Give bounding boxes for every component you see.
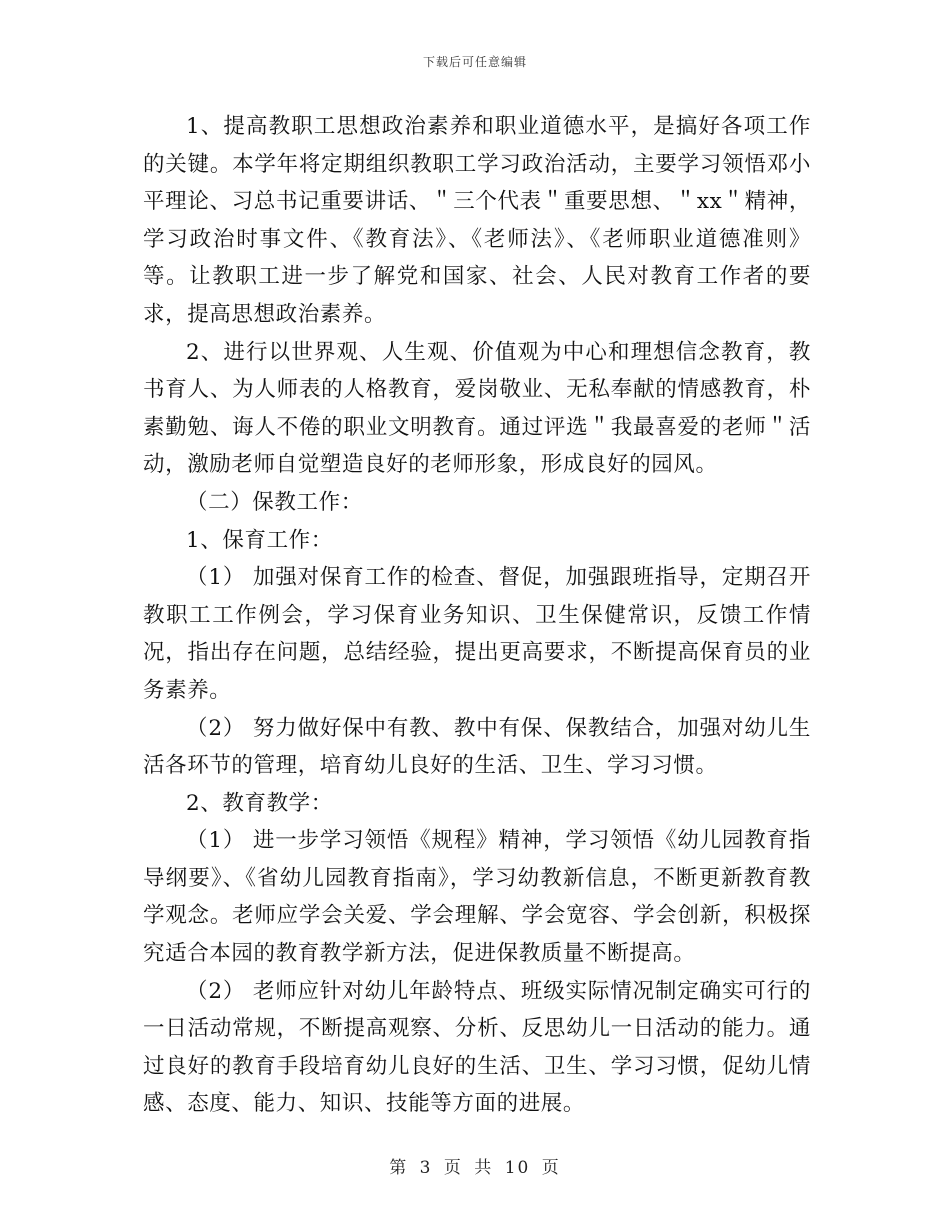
subsection-heading-baoyu: 1、保育工作： bbox=[186, 527, 333, 553]
paragraph-jiaoyu-2: （2） 老师应针对幼儿年龄特点、班级实际情况制定确实可行的一日活动常规，不断提高观察、分析、反思幼儿一日活动的能力。通过良好的教育手段培育幼儿良好的生活、卫生、学习习惯，促幼儿情感、态度、能力、知识、技能等方面的进展。 bbox=[143, 978, 811, 1117]
paragraph-1: 1、提高教职工思想政治素养和职业道德水平，是搞好各项工作的关键。本学年将定期组织教职工学习政治活动，主要学习领悟邓小平理论、习总书记重要讲话、＂三个代表＂重要思想、＂xx＂精神，学习政治时事文件、《教育法》、《老师法》、《老师职业道德准则》等。让教职工进一步了解党和国家、社会、人民对教育工作者的要求，提高思想政治素养。 bbox=[143, 114, 811, 327]
paragraph-baoyu-1: （1） 加强对保育工作的检查、督促，加强跟班指导，定期召开教职工工作例会，学习保育业务知识、卫生保健常识，反馈工作情况，指出存在问题，总结经验，提出更高要求，不断提高保育员的业务素养。 bbox=[143, 565, 811, 703]
section-heading-baojiao: （二）保教工作： bbox=[186, 489, 363, 515]
page-number: 第 3 页 共 10 页 bbox=[389, 1158, 561, 1178]
paragraph-2: 2、进行以世界观、人生观、价值观为中心和理想信念教育，教书育人、为人师表的人格教育，爱岗敬业、无私奉献的情感教育，朴素勤勉、诲人不倦的职业文明教育。通过评选＂我最喜爱的老师＂活动，激励老师自觉塑造良好的老师形象，形成良好的园风。 bbox=[143, 339, 811, 478]
document-body bbox=[143, 108, 811, 1123]
page-header: 下载后可任意编辑 bbox=[422, 55, 527, 69]
paragraph-jiaoyu-1: （1） 进一步学习领悟《规程》精神，学习领悟《幼儿园教育指导纲要》、《省幼儿园教育指南》，学习幼教新信息，不断更新教育教学观念。老师应学会关爱、学会理解、学会宽容、学会创新，积极探究适合本园的教育教学新方法，促进保教质量不断提高。 bbox=[143, 828, 811, 967]
paragraph-baoyu-2: （2） 努力做好保中有教、教中有保、保教结合，加强对幼儿生活各环节的管理，培育幼儿良好的生活、卫生、学习习惯。 bbox=[143, 715, 811, 779]
subsection-heading-jiaoyu: 2、教育教学： bbox=[186, 790, 333, 816]
